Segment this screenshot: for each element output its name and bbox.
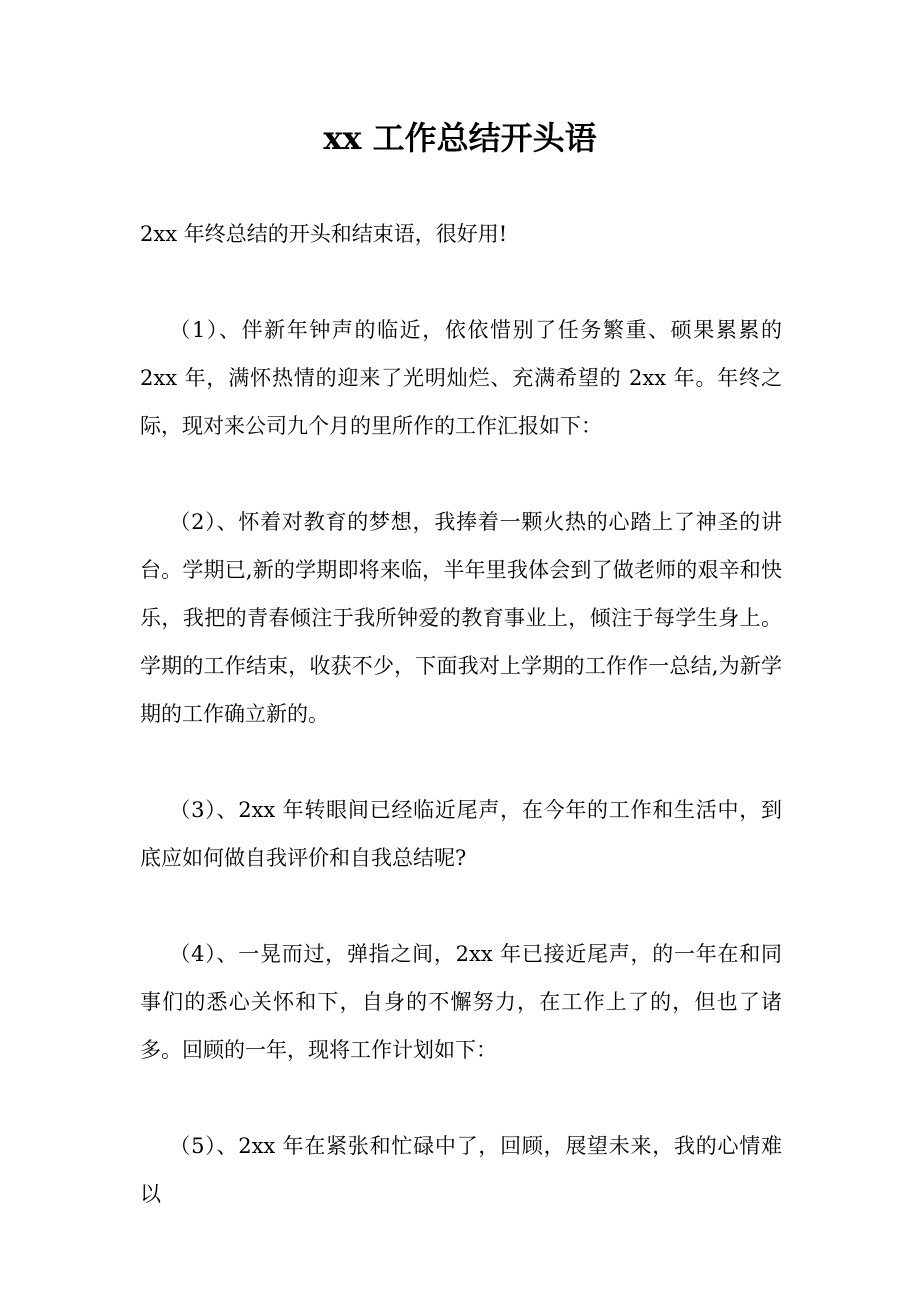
paragraph-3: （3）、2xx 年转眼间已经临近尾声，在今年的工作和生活中，到底应如何做自我评价和自我总结呢? [140, 798, 782, 870]
paragraph-4: （4）、一晃而过，弹指之间，2xx 年已接近尾声，的一年在和同事们的悉心关怀和下，自身的不懈努力，在工作上了的，但也了诸多。回顾的一年，现将工作计划如下： [140, 942, 782, 1062]
intro-paragraph: 2xx 年终总结的开头和结束语，很好用! [140, 222, 508, 246]
paragraph-2: （2）、怀着对教育的梦想，我捧着一颗火热的心踏上了神圣的讲台。学期已,新的学期即将来临，半年里我体会到了做老师的艰辛和快乐，我把的青春倾注于我所钟爱的教育事业上，倾注于每学生身上。学期的工作结束，收获不少，下面我对上学期的工作作一总结,为新学期的工作确立新的。 [140, 510, 782, 726]
paragraph-1: （1）、伴新年钟声的临近，依依惜别了任务繁重、硕果累累的 2xx 年，满怀热情的迎来了光明灿烂、充满希望的 2xx 年。年终之际，现对来公司九个月的里所作的工作汇报如下： [140, 318, 782, 438]
document-title: xx 工作总结开头语 [323, 119, 597, 157]
paragraph-5: （5）、2xx 年在紧张和忙碌中了，回顾，展望未来，我的心情难以 [140, 1134, 782, 1206]
